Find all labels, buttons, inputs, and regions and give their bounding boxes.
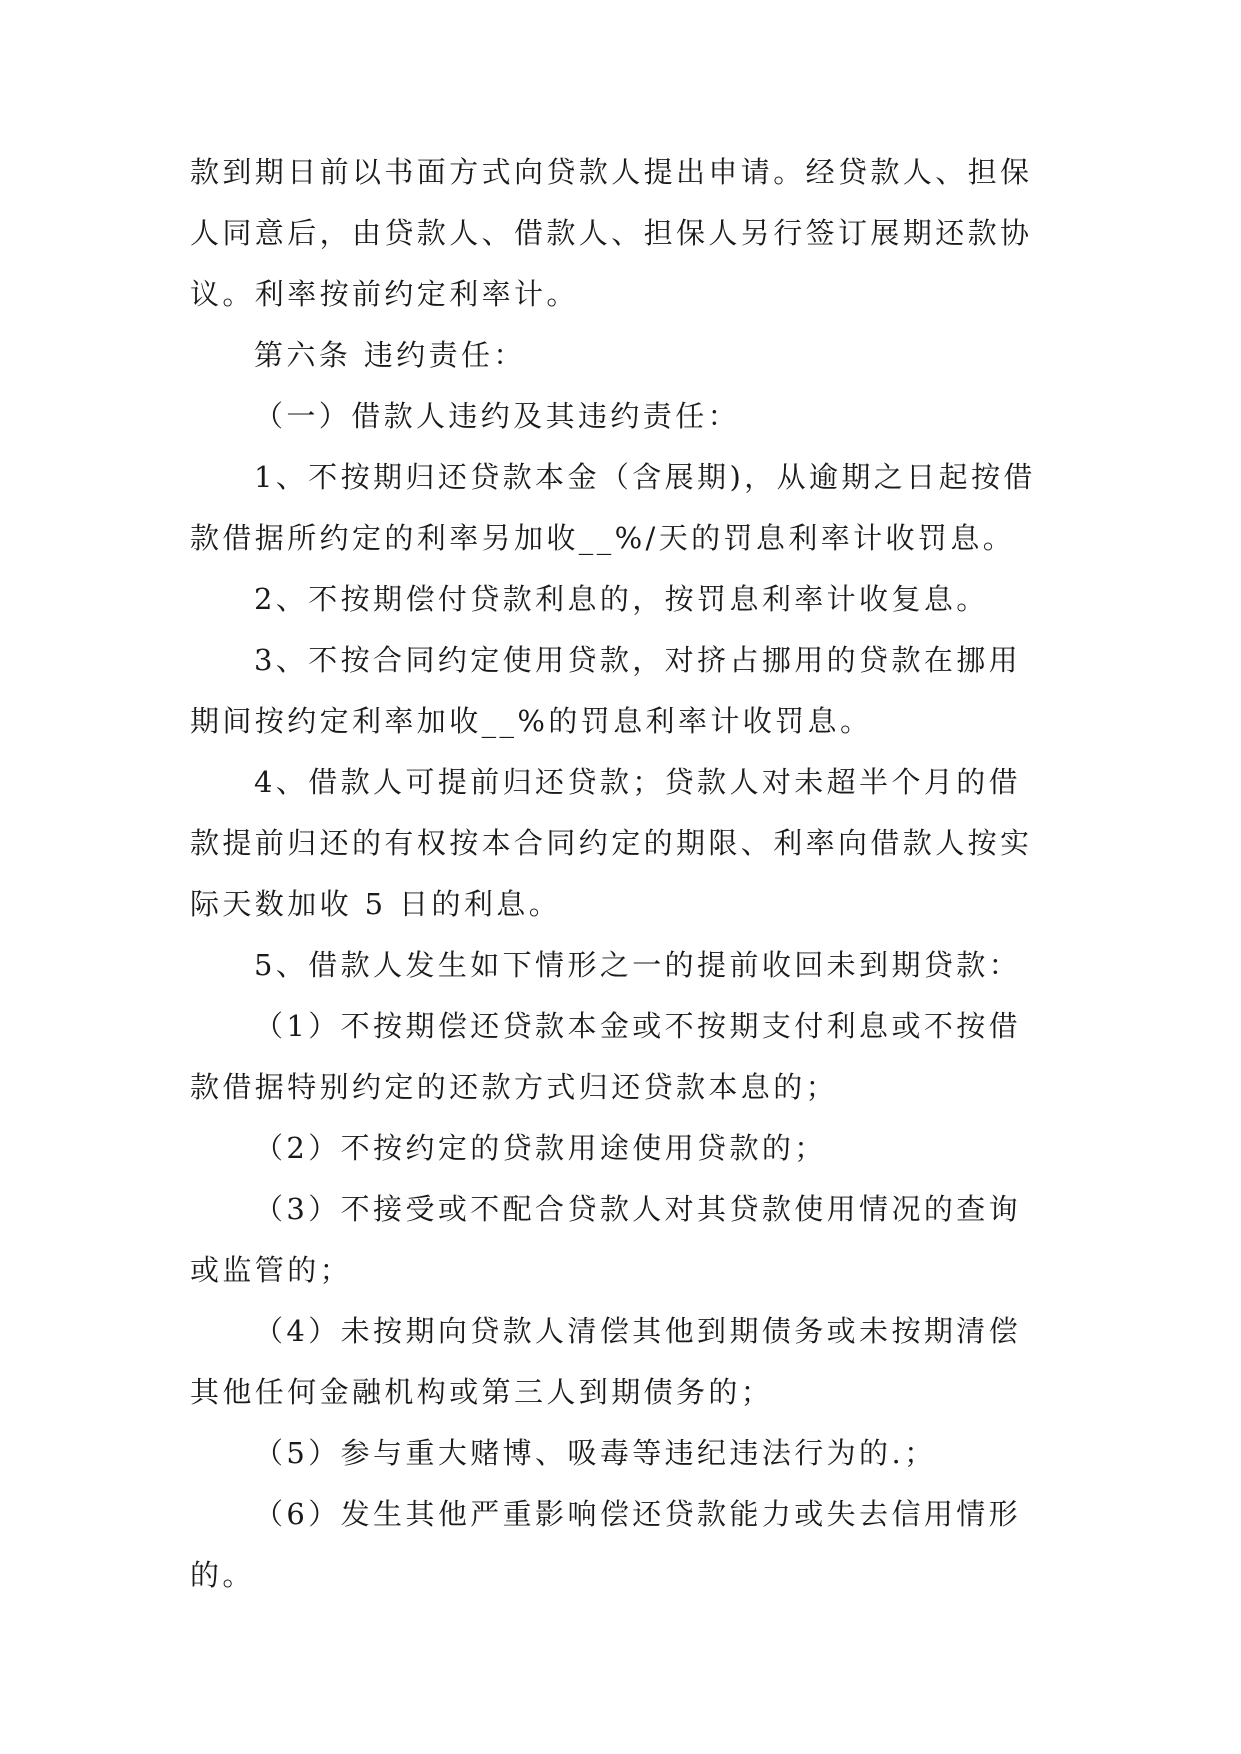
clause-4: 4、借款人可提前归还贷款；贷款人对未超半个月的借	[254, 765, 1022, 799]
clause-3: 3、不按合同约定使用贷款，对挤占挪用的贷款在挪用	[254, 643, 1022, 677]
sub-clause-6: （6）发生其他严重影响偿还贷款能力或失去信用情形	[254, 1497, 1022, 1531]
text-line: 或监管的；	[190, 1253, 353, 1287]
text-line: 款借据所约定的利率另加收__%/天的罚息利率计收罚息。	[190, 521, 1016, 555]
text-line: 际天数加收 5 日的利息。	[190, 887, 562, 921]
text-line: 款提前归还的有权按本合同约定的期限、利率向借款人按实	[190, 826, 1033, 860]
text-line: 的。	[190, 1558, 255, 1592]
sub-clause-1: （1）不按期偿还贷款本金或不按期支付利息或不按借	[254, 1009, 1022, 1043]
article-heading: 第六条 违约责任：	[254, 338, 526, 372]
text-line: 议。利率按前约定利率计。	[190, 277, 579, 311]
text-line: 其他任何金融机构或第三人到期债务的；	[190, 1375, 774, 1409]
sub-clause-4: （4）未按期向贷款人清偿其他到期债务或未按期清偿	[254, 1314, 1022, 1348]
section-heading: （一）借款人违约及其违约责任：	[254, 399, 741, 433]
text-line: 期间按约定利率加收__%的罚息利率计收罚息。	[190, 704, 873, 738]
sub-clause-2: （2）不按约定的贷款用途使用贷款的；	[254, 1131, 827, 1165]
clause-1: 1、不按期归还贷款本金（含展期)，从逾期之日起按借	[254, 460, 1036, 494]
clause-5: 5、借款人发生如下情形之一的提前收回未到期贷款：	[254, 948, 1022, 982]
sub-clause-3: （3）不接受或不配合贷款人对其贷款使用情况的查询	[254, 1192, 1022, 1226]
text-line: 款借据特别约定的还款方式归还贷款本息的；	[190, 1070, 839, 1104]
text-line: 款到期日前以书面方式向贷款人提出申请。经贷款人、担保	[190, 155, 1033, 189]
text-line: 人同意后，由贷款人、借款人、担保人另行签订展期还款协	[190, 216, 1033, 250]
sub-clause-5: （5）参与重大赌博、吸毒等违纪违法行为的.；	[254, 1436, 937, 1470]
clause-2: 2、不按期偿付贷款利息的，按罚息利率计收复息。	[254, 582, 989, 616]
